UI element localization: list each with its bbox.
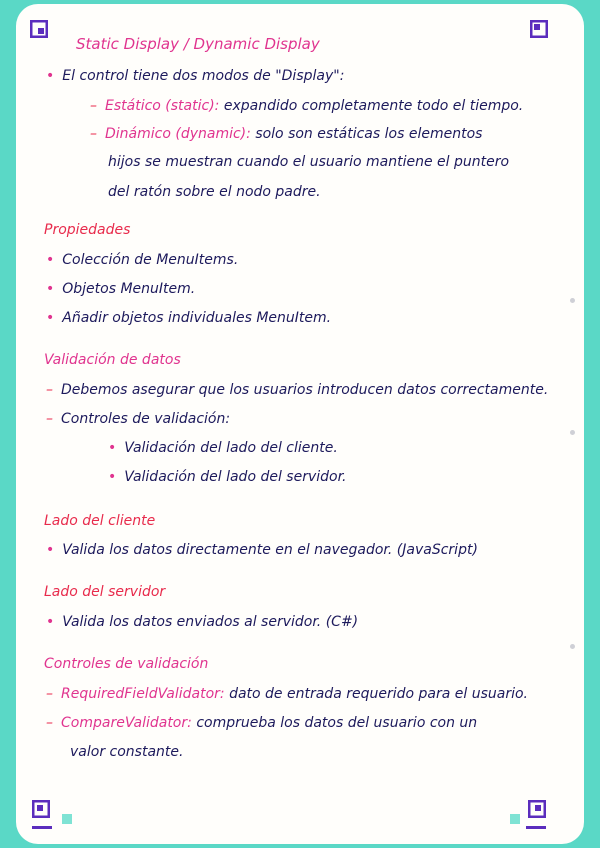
- term-static: Estático (static):: [105, 98, 220, 114]
- list-item: [46, 380, 548, 400]
- dash-marker: –: [46, 411, 53, 427]
- bullet-marker: •: [108, 440, 117, 456]
- margin-mark: [570, 644, 575, 649]
- term-required: RequiredFieldValidator:: [61, 686, 225, 702]
- list-item-text: Valida los datos directamente en el navegador. (JavaScript): [62, 542, 478, 558]
- sub-list-item: [108, 438, 338, 458]
- bullet-marker: •: [46, 542, 55, 558]
- intro-item-static: [90, 96, 523, 116]
- list-item: [46, 409, 230, 429]
- bullet-marker: •: [46, 68, 55, 84]
- intro-continuation-line: hijos se muestran cuando el usuario mantiene el puntero: [108, 154, 510, 170]
- bullet-marker: •: [46, 281, 55, 297]
- bullet-marker: •: [46, 310, 55, 326]
- term-compare: CompareValidator:: [61, 715, 192, 731]
- item-text: solo son estáticas los elementos: [255, 126, 483, 142]
- corner-square-bottom-right: [510, 814, 520, 824]
- list-item: [46, 612, 358, 632]
- continuation-line: valor constante.: [70, 744, 184, 760]
- section-heading-propiedades: Propiedades: [44, 222, 131, 238]
- intro-continuation-line: del ratón sobre el nodo padre.: [108, 184, 321, 200]
- item-text: expandido completamente todo el tiempo.: [223, 98, 524, 114]
- list-item-text: Debemos asegurar que los usuarios introducen datos correctamente.: [61, 382, 549, 398]
- list-item: [46, 250, 238, 270]
- dash-marker: –: [90, 98, 97, 114]
- sub-list-item: [108, 467, 347, 487]
- intro-bullet: [46, 66, 344, 86]
- list-item: [46, 308, 331, 328]
- margin-mark: [570, 430, 575, 435]
- list-item-text: comprueba los datos del usuario con un: [196, 715, 478, 731]
- list-item-text: Valida los datos enviados al servidor. (C#): [62, 614, 359, 630]
- bullet-marker: •: [46, 252, 55, 268]
- bullet-marker: •: [46, 614, 55, 630]
- section-heading-servidor: Lado del servidor: [44, 584, 166, 600]
- list-item-text: Añadir objetos individuales MenuItem.: [62, 310, 332, 326]
- corner-logo-top-left-icon: [30, 20, 48, 38]
- dash-marker: –: [46, 686, 53, 702]
- section-heading-validacion: Validación de datos: [44, 352, 181, 368]
- margin-mark: [570, 298, 575, 303]
- list-item-text: Objetos MenuItem.: [62, 281, 196, 297]
- sub-list-item-text: Validación del lado del cliente.: [124, 440, 338, 456]
- list-item-text: dato de entrada requerido para el usuario.: [229, 686, 528, 702]
- dash-marker: –: [90, 126, 97, 142]
- section-heading-cliente: Lado del cliente: [44, 513, 156, 529]
- corner-bar-bottom-right: [526, 826, 546, 829]
- corner-bar-bottom-left: [32, 826, 52, 829]
- sub-list-item-text: Validación del lado del servidor.: [124, 469, 347, 485]
- bullet-marker: •: [108, 469, 117, 485]
- intro-item-dynamic: [90, 124, 482, 144]
- intro-text: El control tiene dos modos de "Display":: [62, 68, 345, 84]
- corner-logo-bottom-left-icon: [32, 800, 50, 818]
- corner-logo-bottom-right-icon: [528, 800, 546, 818]
- list-item: [46, 684, 528, 704]
- dash-marker: –: [46, 382, 53, 398]
- page-title: Static Display / Dynamic Display: [76, 35, 320, 53]
- corner-logo-top-right-icon: [530, 20, 548, 38]
- corner-square-bottom-left: [62, 814, 72, 824]
- dash-marker: –: [46, 715, 53, 731]
- note-sheet: [16, 4, 584, 844]
- list-item: [46, 540, 478, 560]
- term-dynamic: Dinámico (dynamic):: [105, 126, 251, 142]
- list-item: [46, 713, 477, 733]
- section-heading-controles: Controles de validación: [44, 656, 209, 672]
- list-item-text: Controles de validación:: [61, 411, 231, 427]
- list-item-text: Colección de MenuItems.: [62, 252, 239, 268]
- list-item: [46, 279, 195, 299]
